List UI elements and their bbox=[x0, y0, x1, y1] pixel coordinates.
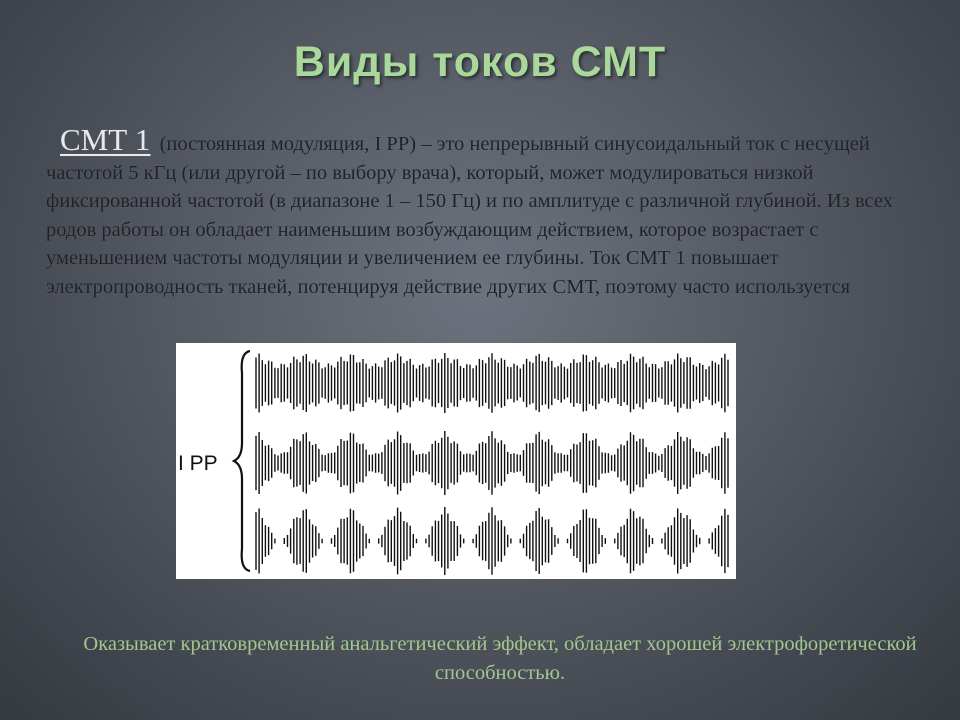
waveform-row bbox=[256, 431, 728, 495]
modulation-figure bbox=[176, 343, 736, 579]
body-paragraph bbox=[46, 122, 936, 301]
waveform-diagram bbox=[176, 343, 736, 579]
figure-label: I РР bbox=[178, 452, 218, 475]
slide-title: Виды токов СМТ bbox=[293, 38, 667, 86]
bracket-shape bbox=[234, 351, 250, 571]
waveform-row bbox=[256, 353, 728, 413]
waveform-rows bbox=[256, 353, 728, 575]
caption-text: Оказывает кратковременный анальгетический эффект, обладает хорошей электрофоретической способностью. bbox=[83, 633, 917, 684]
definition-text: (постоянная модуляция, I РР) – это непрерывный синусоидальный ток с несущей частотой 5 кГц (или другой – по выбору врача), который, может модулироваться низкой фиксированной частотой (в диапазоне 1 – 150 Гц) и по амплитуде с различной глубиной. Из всех родов работы он обладает наименьшим возбуждающим действием, которое возрастает с уменьшением частоты модуляции и увеличением ее глубины. Ток СМТ 1 повышает электропроводность тканей, потенцируя действие других СМТ, поэтому часто используется bbox=[46, 133, 893, 298]
term-heading: СМТ 1 bbox=[60, 122, 151, 157]
waveform-row bbox=[256, 507, 728, 575]
